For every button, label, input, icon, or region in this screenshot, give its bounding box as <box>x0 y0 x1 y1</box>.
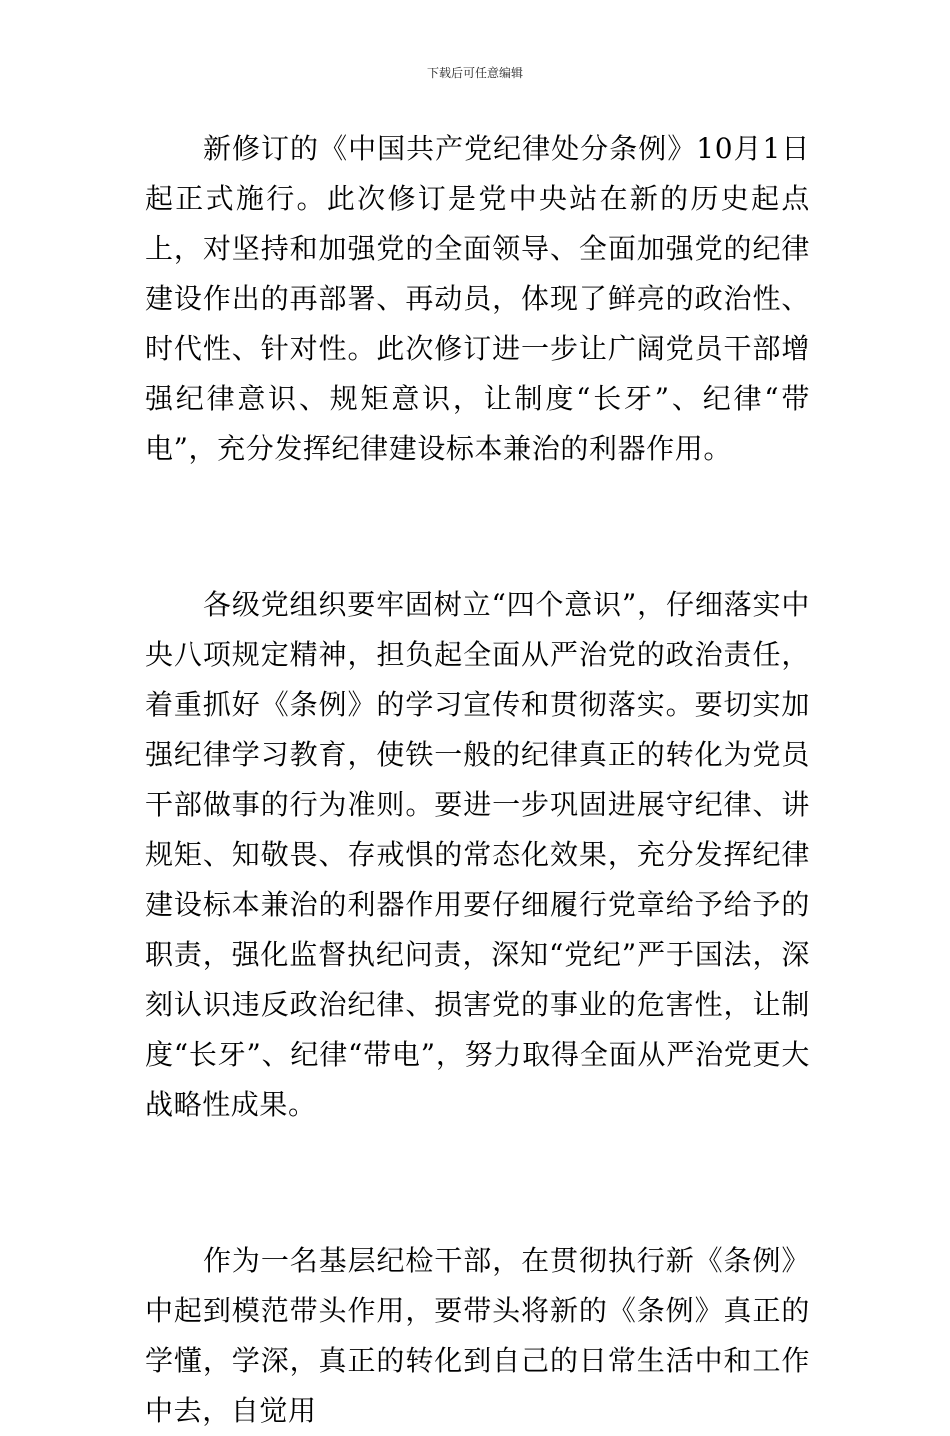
page-header-note: 下载后可任意编辑 <box>426 66 523 80</box>
paragraph-2: 各级党组织要牢固树立“四个意识”，仔细落实中央八项规定精神，担负起全面从严治党的政治责任，着重抓好《条例》的学习宣传和贯彻落实。要切实加强纪律学习教育，使铁一般的纪律真正的转化为党员干部做事的行为准则。要进一步巩固进展守纪律、讲规矩、知敬畏、存戒惧的常态化效果，充分发挥纪律建设标本兼治的利器作用要仔细履行党章给予给予的职责，强化监督执纪问责，深知“党纪”严于国法，深刻认识违反政治纪律、损害党的事业的危害性，让制度“长牙”、纪律“带电”，努力取得全面从严治党更大战略性成果。 <box>145 588 810 1121</box>
paragraph-3: 作为一名基层纪检干部，在贯彻执行新《条例》中起到模范带头作用，要带头将新的《条例》真正的学懂，学深，真正的转化到自己的日常生活中和工作中去，自觉用 <box>145 1244 810 1427</box>
paragraph-1: 新修订的《中国共产党纪律处分条例》10月1日起正式施行。此次修订是党中央站在新的历史起点上，对坚持和加强党的全面领导、全面加强党的纪律建设作出的再部署、再动员，体现了鲜亮的政治性、时代性、针对性。此次修订进一步让广阔党员干部增强纪律意识、规矩意识，让制度“长牙”、纪律“带电”，充分发挥纪律建设标本兼治的利器作用。 <box>145 132 810 465</box>
document-body <box>145 124 810 1436</box>
